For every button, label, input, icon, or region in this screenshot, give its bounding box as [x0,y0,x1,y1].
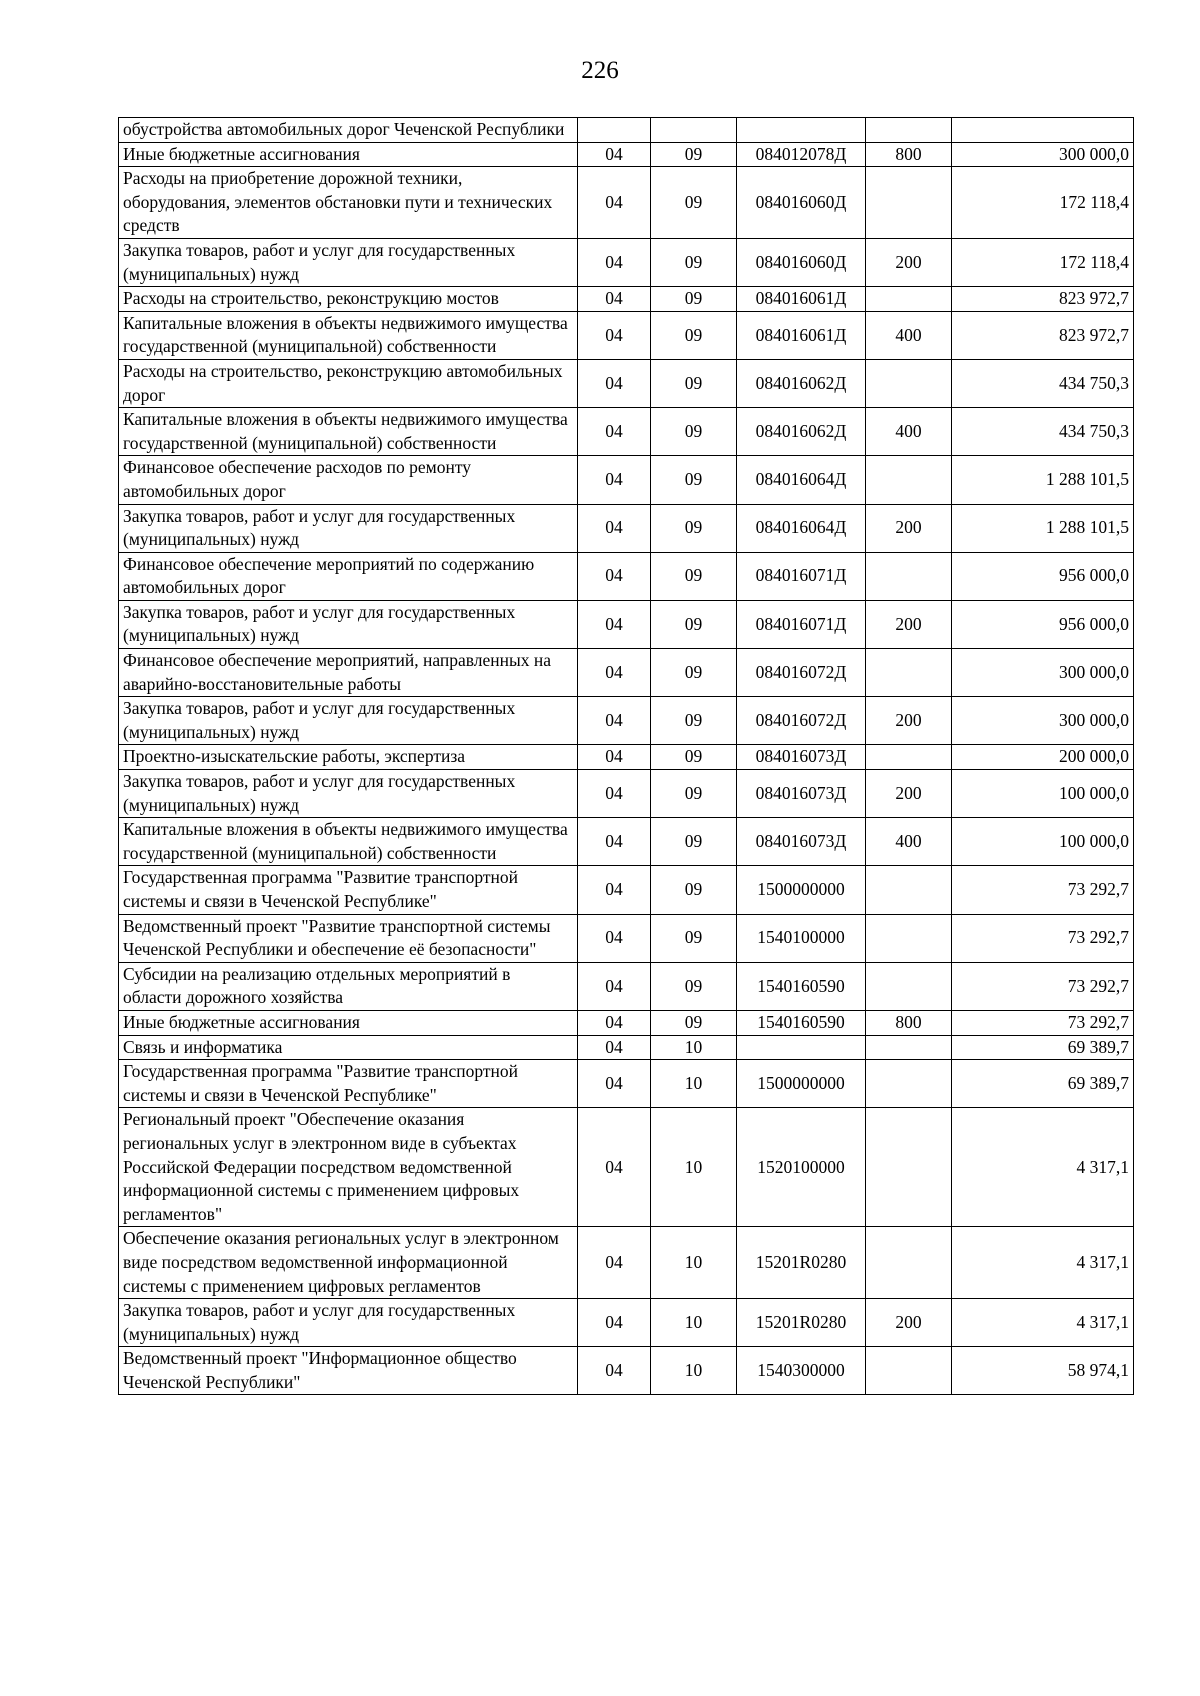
target-article-cell: 15201R0280 [737,1227,866,1299]
target-article-cell: 084016071Д [737,600,866,648]
target-article-cell: 1540100000 [737,914,866,962]
table-row [119,142,1134,167]
expense-type-cell [866,456,952,504]
amount-cell: 300 000,0 [952,142,1134,167]
expense-name-cell: Региональный проект "Обеспечение оказания региональных услуг в электронном виде в субъектах Российской Федерации посредством ведомственной информационной системы с применением цифровых регламентов" [119,1108,578,1227]
target-article-cell: 1540300000 [737,1347,866,1395]
expense-type-cell [866,962,952,1010]
table-row [119,118,1134,143]
section-code-cell: 04 [578,359,651,407]
target-article-cell: 084016064Д [737,504,866,552]
section-code-cell: 04 [578,649,651,697]
expense-name-cell: Капитальные вложения в объекты недвижимого имущества государственной (муниципальной) собственности [119,311,578,359]
table-row [119,1108,1134,1227]
amount-cell: 4 317,1 [952,1299,1134,1347]
amount-cell: 69 389,7 [952,1060,1134,1108]
table-row [119,408,1134,456]
subsection-code-cell: 09 [651,238,737,286]
expense-name-cell: Расходы на приобретение дорожной техники, оборудования, элементов обстановки пути и технических средств [119,167,578,239]
target-article-cell: 084016060Д [737,238,866,286]
amount-cell: 823 972,7 [952,311,1134,359]
expense-type-cell [866,552,952,600]
expense-type-cell: 400 [866,408,952,456]
expense-name-cell: Финансовое обеспечение мероприятий по содержанию автомобильных дорог [119,552,578,600]
section-code-cell: 04 [578,914,651,962]
expense-name-cell: Финансовое обеспечение расходов по ремонту автомобильных дорог [119,456,578,504]
expense-type-cell [866,167,952,239]
subsection-code-cell: 10 [651,1108,737,1227]
table-row [119,600,1134,648]
expense-type-cell [866,1035,952,1060]
expense-type-cell: 400 [866,818,952,866]
expense-name-cell: Государственная программа "Развитие транспортной системы и связи в Чеченской Республике" [119,866,578,914]
subsection-code-cell: 09 [651,745,737,770]
subsection-code-cell: 09 [651,504,737,552]
section-code-cell: 04 [578,1060,651,1108]
expense-type-cell: 800 [866,142,952,167]
expense-name-cell: Государственная программа "Развитие транспортной системы и связи в Чеченской Республике" [119,1060,578,1108]
subsection-code-cell: 09 [651,408,737,456]
expense-name-cell: Проектно-изыскательские работы, экспертиза [119,745,578,770]
expense-name-cell: Закупка товаров, работ и услуг для государственных (муниципальных) нужд [119,238,578,286]
target-article-cell [737,1035,866,1060]
subsection-code-cell: 09 [651,142,737,167]
expense-type-cell [866,118,952,143]
table-row [119,1060,1134,1108]
expense-name-cell: Связь и информатика [119,1035,578,1060]
table-row [119,770,1134,818]
table-row [119,818,1134,866]
section-code-cell: 04 [578,866,651,914]
table-row [119,287,1134,312]
target-article-cell [737,118,866,143]
target-article-cell: 1540160590 [737,962,866,1010]
page-number: 226 [581,57,619,84]
expense-name-cell: Расходы на строительство, реконструкцию автомобильных дорог [119,359,578,407]
expense-name-cell: Капитальные вложения в объекты недвижимого имущества государственной (муниципальной) собственности [119,818,578,866]
expense-name-cell: Ведомственный проект "Развитие транспортной системы Чеченской Республики и обеспечение её безопасности" [119,914,578,962]
expense-type-cell [866,914,952,962]
expense-name-cell: Иные бюджетные ассигнования [119,1010,578,1035]
amount-cell: 73 292,7 [952,914,1134,962]
expense-type-cell [866,359,952,407]
target-article-cell: 084016061Д [737,287,866,312]
subsection-code-cell: 09 [651,167,737,239]
amount-cell [952,118,1134,143]
subsection-code-cell: 09 [651,1010,737,1035]
table-row [119,1227,1134,1299]
expense-type-cell [866,1060,952,1108]
amount-cell: 73 292,7 [952,866,1134,914]
expense-type-cell: 200 [866,238,952,286]
amount-cell: 73 292,7 [952,1010,1134,1035]
amount-cell: 4 317,1 [952,1227,1134,1299]
section-code-cell: 04 [578,1010,651,1035]
amount-cell: 172 118,4 [952,167,1134,239]
section-code-cell: 04 [578,287,651,312]
target-article-cell: 15201R0280 [737,1299,866,1347]
amount-cell: 1 288 101,5 [952,456,1134,504]
section-code-cell: 04 [578,1108,651,1227]
amount-cell: 4 317,1 [952,1108,1134,1227]
amount-cell: 100 000,0 [952,770,1134,818]
expense-name-cell: Закупка товаров, работ и услуг для государственных (муниципальных) нужд [119,770,578,818]
section-code-cell: 04 [578,311,651,359]
expense-name-cell: обустройства автомобильных дорог Чеченской Республики [119,118,578,143]
target-article-cell: 084016071Д [737,552,866,600]
section-code-cell: 04 [578,600,651,648]
amount-cell: 69 389,7 [952,1035,1134,1060]
table-row [119,359,1134,407]
expense-name-cell: Закупка товаров, работ и услуг для государственных (муниципальных) нужд [119,697,578,745]
subsection-code-cell: 10 [651,1035,737,1060]
table-row [119,504,1134,552]
amount-cell: 200 000,0 [952,745,1134,770]
expense-name-cell: Расходы на строительство, реконструкцию мостов [119,287,578,312]
expense-name-cell: Закупка товаров, работ и услуг для государственных (муниципальных) нужд [119,504,578,552]
table-row [119,962,1134,1010]
section-code-cell: 04 [578,1347,651,1395]
expense-type-cell: 200 [866,770,952,818]
section-code-cell: 04 [578,504,651,552]
section-code-cell: 04 [578,167,651,239]
expense-type-cell [866,1108,952,1227]
expense-type-cell [866,866,952,914]
target-article-cell: 1500000000 [737,1060,866,1108]
section-code-cell [578,118,651,143]
section-code-cell: 04 [578,408,651,456]
table-row [119,311,1134,359]
subsection-code-cell: 09 [651,287,737,312]
subsection-code-cell [651,118,737,143]
section-code-cell: 04 [578,770,651,818]
section-code-cell: 04 [578,552,651,600]
section-code-cell: 04 [578,818,651,866]
subsection-code-cell: 09 [651,697,737,745]
expense-type-cell [866,649,952,697]
amount-cell: 172 118,4 [952,238,1134,286]
table-row [119,866,1134,914]
table-row [119,745,1134,770]
target-article-cell: 1500000000 [737,866,866,914]
target-article-cell: 084016062Д [737,359,866,407]
amount-cell: 58 974,1 [952,1347,1134,1395]
expense-name-cell: Ведомственный проект "Информационное общество Чеченской Республики" [119,1347,578,1395]
subsection-code-cell: 09 [651,311,737,359]
table-row [119,914,1134,962]
target-article-cell: 084016073Д [737,818,866,866]
target-article-cell: 084016061Д [737,311,866,359]
expense-name-cell: Финансовое обеспечение мероприятий, направленных на аварийно-восстановительные работы [119,649,578,697]
target-article-cell: 084016062Д [737,408,866,456]
subsection-code-cell: 09 [651,962,737,1010]
expense-type-cell: 200 [866,697,952,745]
subsection-code-cell: 09 [651,866,737,914]
subsection-code-cell: 10 [651,1299,737,1347]
subsection-code-cell: 09 [651,456,737,504]
target-article-cell: 084016064Д [737,456,866,504]
subsection-code-cell: 09 [651,818,737,866]
amount-cell: 956 000,0 [952,600,1134,648]
subsection-code-cell: 09 [651,649,737,697]
expense-type-cell: 200 [866,600,952,648]
table-row [119,649,1134,697]
expense-name-cell: Закупка товаров, работ и услуг для государственных (муниципальных) нужд [119,600,578,648]
target-article-cell: 084016073Д [737,745,866,770]
amount-cell: 434 750,3 [952,408,1134,456]
table-row [119,456,1134,504]
target-article-cell: 084016060Д [737,167,866,239]
section-code-cell: 04 [578,456,651,504]
table-row [119,1347,1134,1395]
target-article-cell: 084016073Д [737,770,866,818]
amount-cell: 956 000,0 [952,552,1134,600]
amount-cell: 300 000,0 [952,649,1134,697]
expense-name-cell: Иные бюджетные ассигнования [119,142,578,167]
target-article-cell: 084016072Д [737,697,866,745]
section-code-cell: 04 [578,238,651,286]
section-code-cell: 04 [578,1035,651,1060]
expense-name-cell: Обеспечение оказания региональных услуг в электронном виде посредством ведомственной информационной системы с применением цифровых регламентов [119,1227,578,1299]
section-code-cell: 04 [578,745,651,770]
section-code-cell: 04 [578,1299,651,1347]
target-article-cell: 084012078Д [737,142,866,167]
table-row [119,167,1134,239]
amount-cell: 300 000,0 [952,697,1134,745]
amount-cell: 100 000,0 [952,818,1134,866]
table-row [119,1035,1134,1060]
expense-type-cell [866,1227,952,1299]
section-code-cell: 04 [578,142,651,167]
expense-type-cell [866,1347,952,1395]
amount-cell: 823 972,7 [952,287,1134,312]
target-article-cell: 1520100000 [737,1108,866,1227]
expense-type-cell: 400 [866,311,952,359]
budget-table [118,117,1134,1395]
amount-cell: 1 288 101,5 [952,504,1134,552]
subsection-code-cell: 09 [651,770,737,818]
subsection-code-cell: 10 [651,1347,737,1395]
subsection-code-cell: 09 [651,359,737,407]
budget-table-body [119,118,1134,1395]
table-row [119,1299,1134,1347]
subsection-code-cell: 09 [651,914,737,962]
target-article-cell: 1540160590 [737,1010,866,1035]
table-row [119,552,1134,600]
expense-name-cell: Закупка товаров, работ и услуг для государственных (муниципальных) нужд [119,1299,578,1347]
section-code-cell: 04 [578,962,651,1010]
subsection-code-cell: 09 [651,552,737,600]
section-code-cell: 04 [578,697,651,745]
subsection-code-cell: 10 [651,1060,737,1108]
expense-type-cell [866,745,952,770]
expense-type-cell [866,287,952,312]
target-article-cell: 084016072Д [737,649,866,697]
expense-name-cell: Субсидии на реализацию отдельных мероприятий в области дорожного хозяйства [119,962,578,1010]
amount-cell: 73 292,7 [952,962,1134,1010]
subsection-code-cell: 10 [651,1227,737,1299]
table-row [119,238,1134,286]
expense-type-cell: 800 [866,1010,952,1035]
table-row [119,1010,1134,1035]
expense-type-cell: 200 [866,1299,952,1347]
subsection-code-cell: 09 [651,600,737,648]
expense-type-cell: 200 [866,504,952,552]
table-row [119,697,1134,745]
amount-cell: 434 750,3 [952,359,1134,407]
expense-name-cell: Капитальные вложения в объекты недвижимого имущества государственной (муниципальной) собственности [119,408,578,456]
section-code-cell: 04 [578,1227,651,1299]
